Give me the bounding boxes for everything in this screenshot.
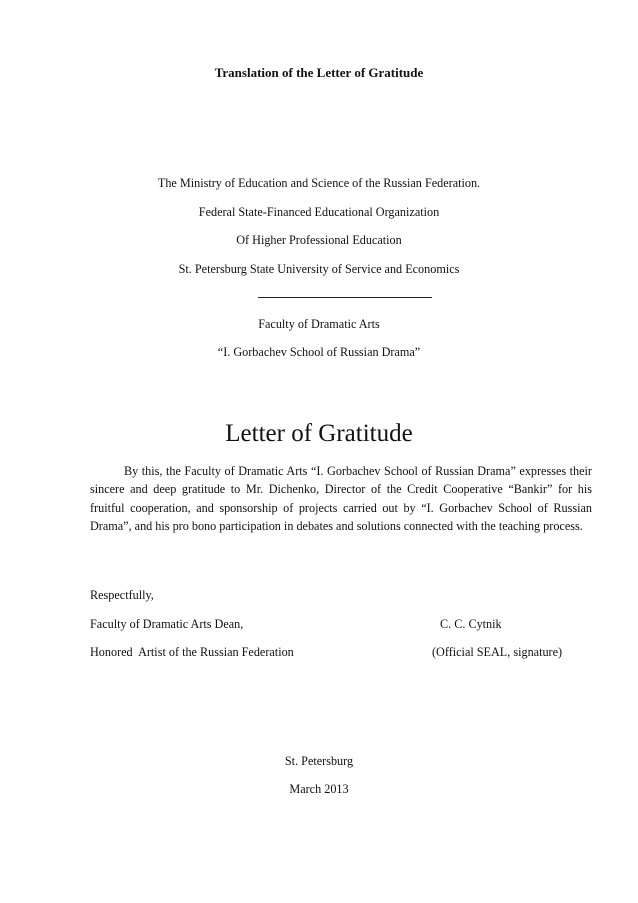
faculty-line: Faculty of Dramatic Arts [258, 317, 380, 331]
seal-note: (Official SEAL, signature) [432, 645, 563, 659]
date-line: March 2013 [289, 782, 349, 796]
signatory-honorific: Honored Artist of the Russian Federation [90, 645, 294, 659]
closing-text: Respectfully, [90, 588, 154, 602]
signatory-name: C. C. Cytnik [440, 617, 502, 631]
university-line: St. Petersburg State University of Service and Economics [178, 262, 460, 276]
document-title: Translation of the Letter of Gratitude [214, 65, 424, 80]
letter-body: By this, the Faculty of Dramatic Arts “I. Gorbachev School of Russian Drama” expresses their sincere and deep gratitude to Mr. Dichenko, Director of the Credit Cooperative “Bankir” for his fruitful cooperation, and sponsorship of projects carried out by “I. Gorbachev School of Russian Drama”, and his pro bono participation in debates and solutions connected with the teaching process. [90, 464, 592, 534]
place-line: St. Petersburg [284, 754, 354, 768]
letter-heading: Letter of Gratitude [225, 420, 413, 447]
school-line: “I. Gorbachev School of Russian Drama” [217, 345, 421, 359]
signatory-position: Faculty of Dramatic Arts Dean, [90, 617, 244, 631]
ministry-line: The Ministry of Education and Science of the Russian Federation. [157, 176, 481, 190]
organization-line: Federal State-Financed Educational Organization [198, 205, 440, 219]
education-level-line: Of Higher Professional Education [236, 233, 402, 247]
header-divider [258, 297, 432, 298]
